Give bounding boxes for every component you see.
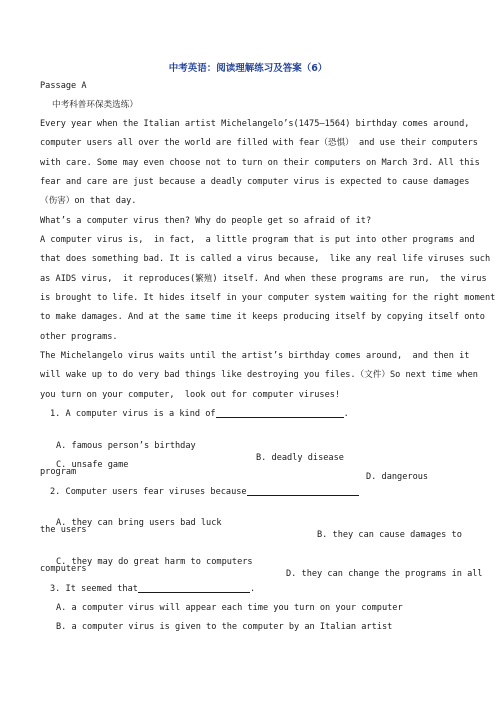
answer-blank[interactable] [216,408,344,418]
question-line: What’s a computer virus then? Why do people get so afraid of it? [40,216,372,226]
paragraph-line: computer users all over the world are filled with fear（恐惧） and use their computers [40,138,478,148]
page-title: 中考英语：阅读理解练习及答案（6） [168,63,328,74]
option-continuation: the users [40,525,87,535]
paragraph-line: to make damages. And at the same time it keeps producing itself by copying itself onto [40,312,485,322]
option-b[interactable]: B. a computer virus is given to the computer by an Italian artist [56,622,393,632]
passage-label: Passage A [40,81,87,91]
option-c[interactable]: C. unsafe game [56,460,129,470]
question-stem: 1. A computer virus is a kind of [50,409,216,419]
option-b[interactable]: B. deadly disease [256,453,344,463]
passage-source: 中考科普环保类选练） [52,100,138,110]
question-end: . [249,584,256,594]
question-2 [50,486,466,498]
paragraph-line: is brought to life. It hides itself in your computer system waiting for the right moment [40,293,496,303]
paragraph-line: Every year when the Italian artist Michelangelo’s(1475—1564) birthday comes around, [40,119,470,129]
paragraph-line: as AIDS virus, it reproduces(繁殖) itself. And when these programs are run, the virus [40,274,487,284]
option-c[interactable]: C. they may do great harm to computers [56,557,253,567]
question-stem: 3. It seemed that [50,584,138,594]
option-a[interactable]: A. they can bring users bad luck [56,518,222,528]
paragraph-line: other programs. [40,332,118,342]
option-continuation: computers [40,564,87,574]
option-a[interactable]: A. a computer virus will appear each time you turn on your computer [56,603,403,613]
paragraph-line: you turn on your computer, look out for computer viruses! [40,390,341,400]
question-stem: 2. Computer users fear viruses because [50,487,247,497]
answer-blank[interactable] [247,486,359,496]
option-b[interactable]: B. they can cause damages to [317,530,462,540]
paragraph-line: （伤害）on that day. [40,196,137,206]
paragraph-line: The Michelangelo virus waits until the artist’s birthday comes around, and then it [40,351,470,361]
question-1 [50,408,466,420]
paragraph-line: will wake up to do very bad things like destroying you files.（文件）So next time when [40,370,478,380]
paragraph-line: A computer virus is, in fact, a little program that is put into other programs and [40,235,475,245]
paragraph-line: fear and care are just because a deadly computer virus is expected to cause damages [40,177,470,187]
paragraph-line: that does something bad. It is called a virus because, like any real life viruses such [40,254,491,264]
option-a[interactable]: A. famous person’s birthday [56,441,196,451]
answer-blank[interactable] [138,583,250,593]
option-d[interactable]: D. they can change the programs in all [286,569,483,579]
paragraph-line: with care. Some may even choose not to turn on their computers on March 3rd. All this [40,158,480,168]
question-3 [50,583,466,595]
question-end: . [343,409,349,419]
option-continuation: program [40,467,77,477]
option-d[interactable]: D. dangerous [366,472,429,482]
